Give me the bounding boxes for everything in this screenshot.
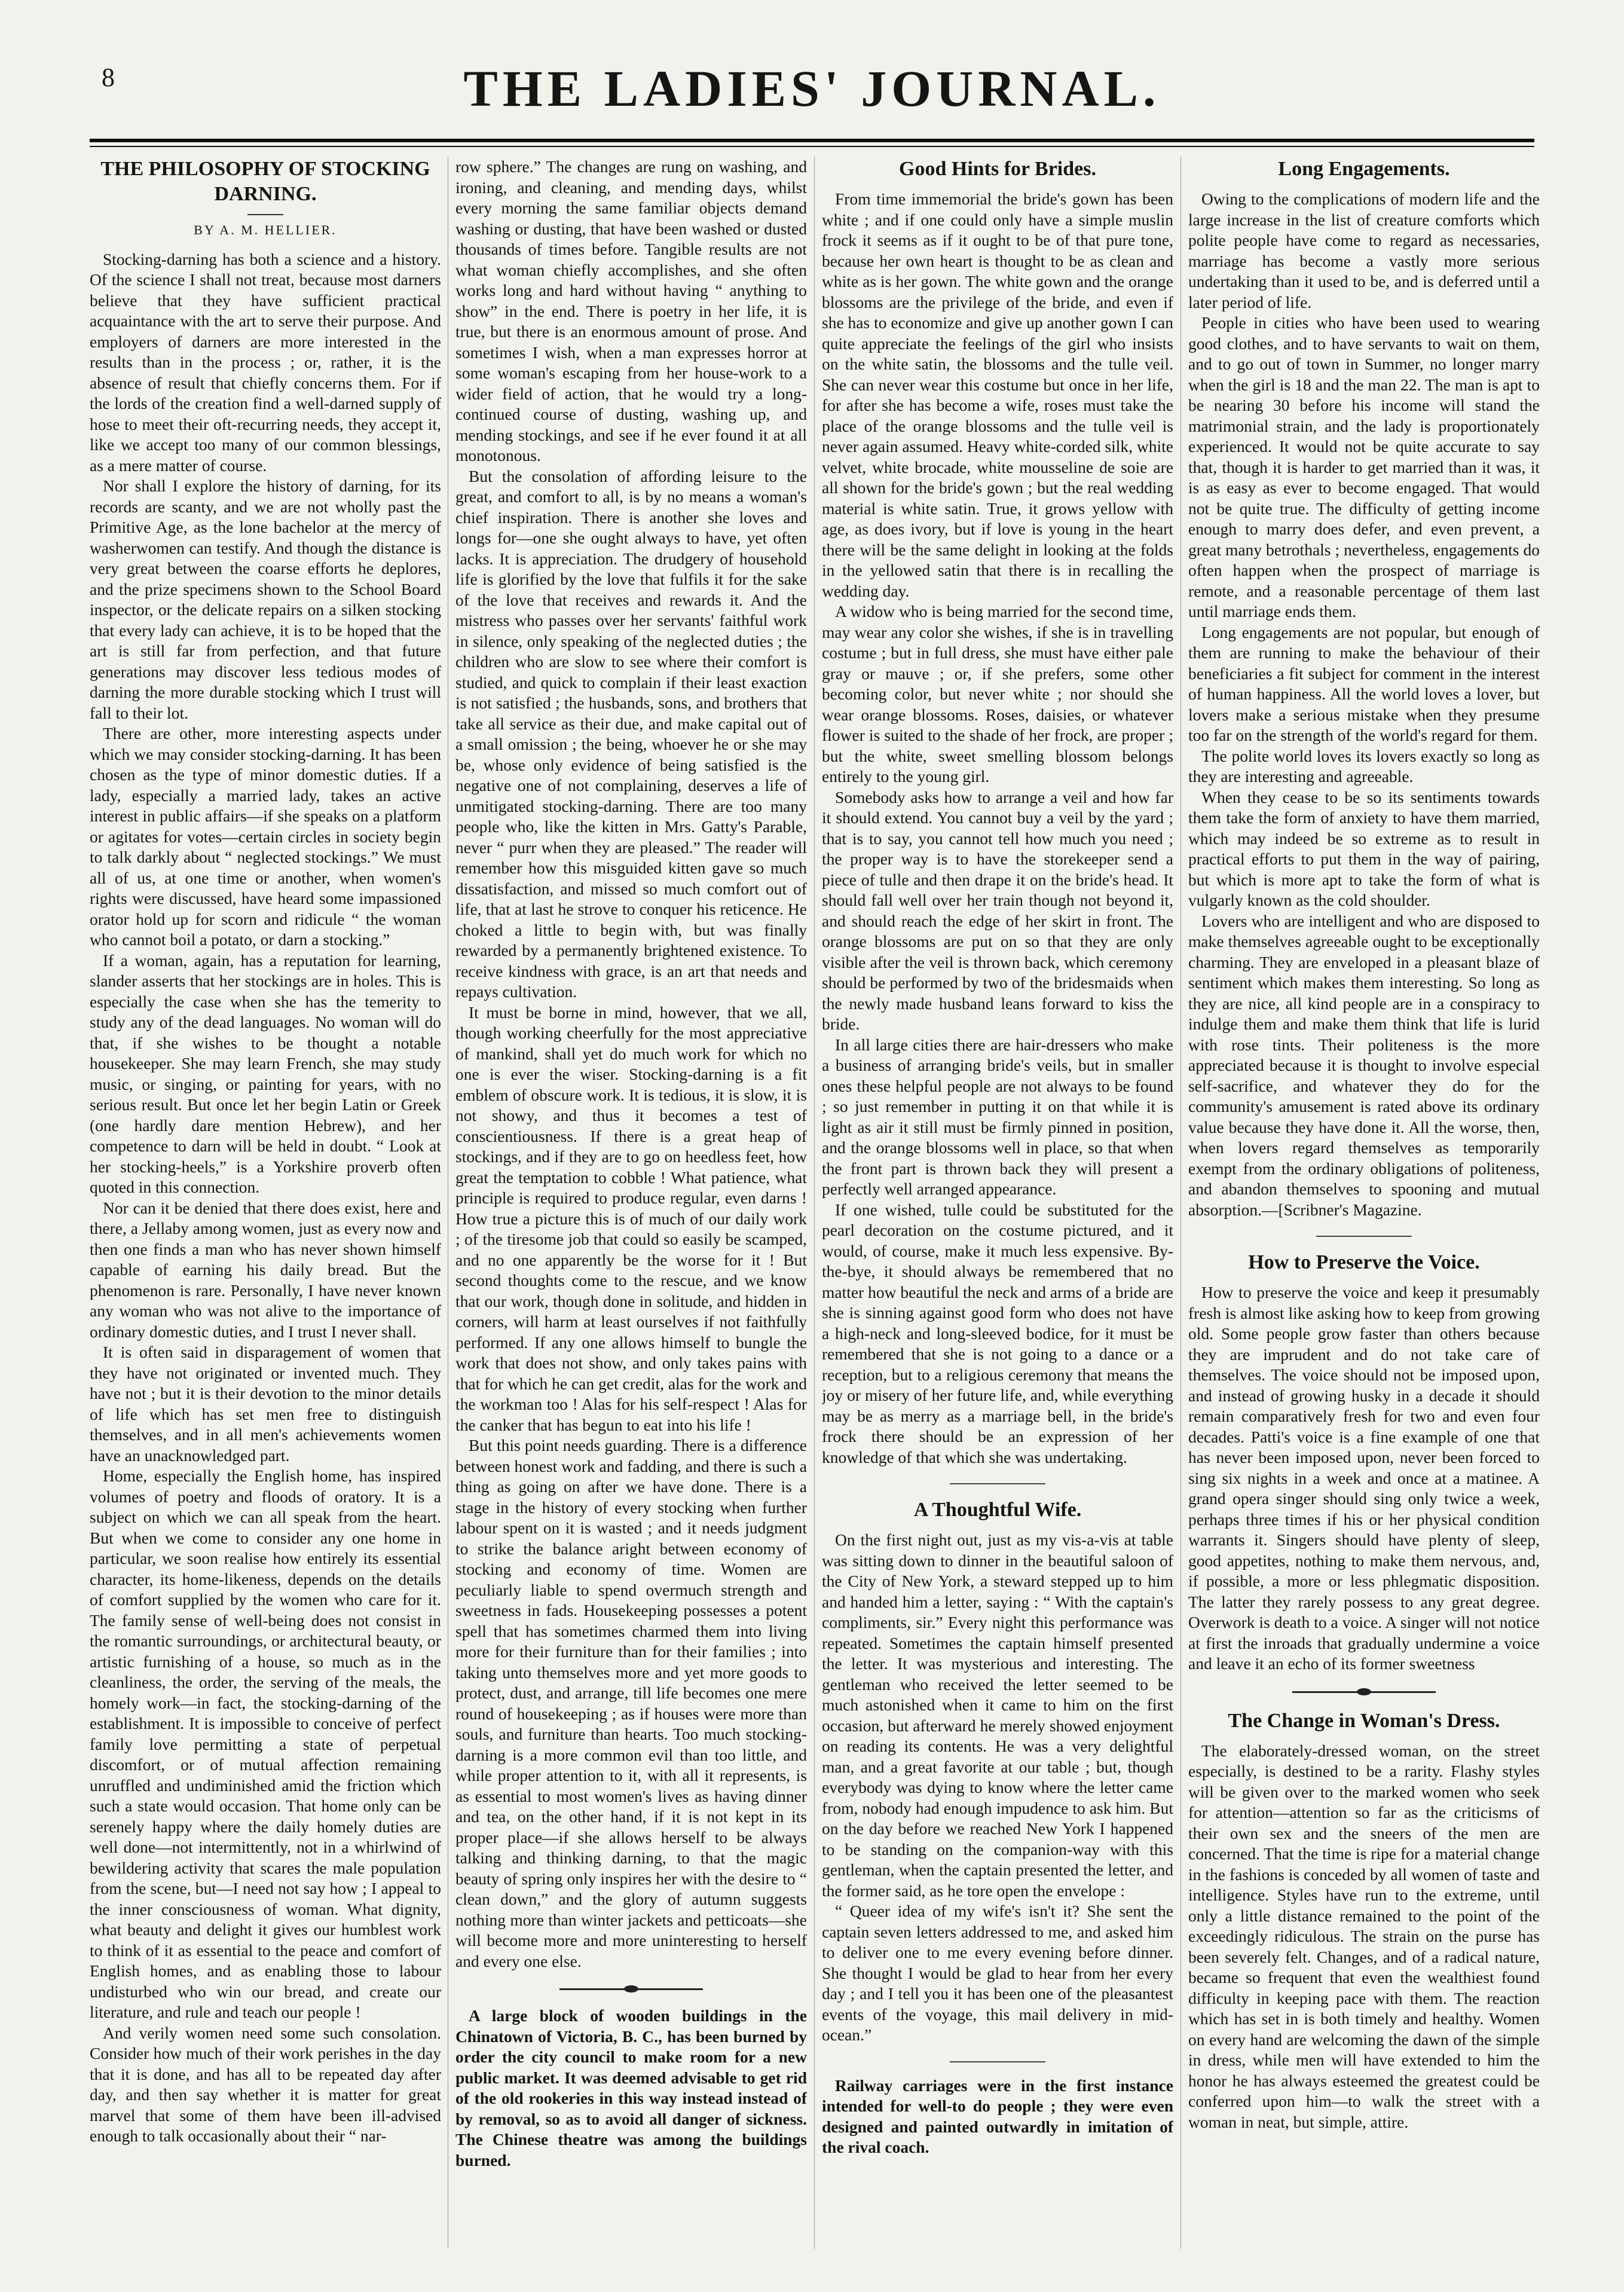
section-divider [950, 2061, 1045, 2062]
article-chinatown-fire [455, 2006, 807, 2171]
column-4 [1188, 157, 1540, 2255]
paragraph: It must be borne in mind, however, that we all, though working cheerfully for the most appreciative of mankind, shall yet do much work for which no one is ever the wiser. Stocking-darning is a fit emblem of obscure work. It is tedious, it is slow, it is not showy, and thus it becomes a test of conscientiousness. If there is a great heap of stockings, and if they are to go on heedless feet, how great the temptation to cobble ! What patience, what principle is required to produce regular, even darns ! How true a picture this is of much of our daily work ; of the tiresome job that could so easily be scamped, and no one apparently be the worse for it ! But second thoughts come to the rescue, and we know that our work, though done in solitude, and hidden in corners, will harm at least ourselves if not faithfully performed. If any one allows himself to bungle the work that does not show, and only takes pains with that for which he can get credit, alas for the work and the workman too ! Alas for his self-respect ! Alas for the canker that has begun to eat into his life ! [455, 1003, 807, 1434]
paragraph: And verily women need some such consolation. Consider how much of their work perishes in the day that it is done, and has all to be repeated day after day, and then say whether it is matter for great marvel that some of them have been ill-advised enough to talk occasionally about their “ nar- [90, 2023, 441, 2145]
paragraph: If a woman, again, has a reputation for learning, slander asserts that her stockings are in holes. This is especially the case when she has the temerity to study any of the dead languages. No woman will do that, if she wishes to be thought a notable housekeeper. She may learn French, she may study music, or singing, or painting for years, with no serious result. But once let her begin Latin or Greek (one hardly dare mention Hebrew), and her competence to darn will be held in doubt. “ Look at her stocking-heels,” is a Yorkshire proverb often quoted in this connection. [90, 951, 441, 1196]
paragraph: Nor shall I explore the history of darning, for its records are scanty, and we are not wholly past the Primitive Age, as the lone bachelor at the mercy of washerwomen can testify. And though the distance is very great between the coarse efforts he deplores, and the prize specimens shown to the School Board inspector, or the delicate repairs on a silken stocking that every lady can achieve, it is to be hoped that the art is still far from perfection, and that future generations may discover less tedious modes of darning the more durable stocking which I trust will fall to their lot. [90, 476, 441, 722]
paragraph: The polite world loves its lovers exactly so long as they are interesting and agreeable. [1188, 746, 1540, 786]
paragraph: Lovers who are intelligent and who are disposed to make themselves agreeable ought to be exceptionally charming. They are enveloped in a pleasant blaze of sentiment which makes them interesting. So long as they are nice, all kind people are in a conspiracy to indulge them and make them think that life is lurid with rose tints. Their politeness is the more appreciated because it is thought to involve especial self-sacrifice, and whatever they do for the community's amusement is rated above its ordinary value because they have done it. All the worse, then, when lovers regard themselves as temporarily exempt from the ordinary obligations of politeness, and abandon themselves to spooning and mutual absorption.—[Scribner's Magazine. [1188, 911, 1540, 1219]
paragraph: Home, especially the English home, has inspired volumes of poetry and floods of oratory. It is a subject on which we can all speak from the heart. But when we come to consider any one home in particular, we soon realise how entirely its essential character, its home-likeness, depends on the details of comfort supplied by the women who care for it. The family sense of well-being does not consist in the romantic surroundings, or architectural beauty, or artistic furnishing of a house, so much as in the cleanliness, the order, the serving of the meals, the homely work—in fact, the stocking-darning of the establishment. It is impossible to conceive of perfect family love permitting a state of perpetual discomfort, or of mutual affection remaining unruffled and undiminished amid the friction which such a state would occasion. That home only can be serenely happy where the daily homely duties are well done—not intermittently, not in a whirlwind of bewildering activity that scares the male population from the scene, but—I need not say how ; I appeal to the inner consciousness of woman. What dignity, what beauty and delight it gives our humblest work to think of it as essential to the peace and comfort of English homes, and as enabling those to labour undisturbed who win our bread, and create our literature, and rule and teach our people ! [90, 1466, 441, 2021]
article-headline: Long Engagements. [1278, 158, 1450, 180]
paragraph: When they cease to be so its sentiments towards them take the form of anxiety to have them married, which may indeed be so extreme as to result in practical efforts to put them in the way of pairing, but which is more apt to take the form of what is vulgarly known as the cold shoulder. [1188, 787, 1540, 909]
paragraph: People in cities who have been used to wearing good clothes, and to have servants to wait on them, and to go out of town in Summer, no longer marry when the girl is 18 and the man 22. The man is apt to be nearing 30 before his income will stand the matrimonial strain, and the lady is proportionately experienced. It would not be quite accurate to say that, though it is harder to get married than it was, it is as easy as ever to become engaged. That would not be quite true. The difficulty of getting income enough to marry does defer, and even prevent, a great many betrothals ; nevertheless, engagements do often happen when the prospect of marriage is remote, and a reasonable percentage of them last until marriage ends them. [1188, 313, 1540, 621]
paragraph: How to preserve the voice and keep it presumably fresh is almost like asking how to keep from growing old. Some people grow faster than others because they are imprudent and do not take care of themselves. The voice should not be imposed upon, and instead of growing husky in a decade it should remain comparatively fresh for two and even four decades. Patti's voice is a fine example of one that has never been imposed upon, never been forced to sing six nights in a week and once at a matinee. A grand opera singer should sing only twice a week, perhaps three times if his or her physical condition warrants it. Singers should have plenty of sleep, good appetites, nothing to make them nervous, and, if possible, a more or less phlegmatic disposition. The latter they rarely possess to any great degree. Overwork is death to a voice. A singer will not notice at first the inroads that gradually undermine a voice and leave it an echo of its former sweetness [1188, 1283, 1540, 1673]
newspaper-title: THE LADIES' JOURNAL. [463, 60, 1161, 117]
column-3 [822, 157, 1173, 2255]
paragraph: Somebody asks how to arrange a veil and how far it should extend. You cannot buy a veil by the yard ; that is to say, you cannot tell how much you need ; the proper way is to have the storekeeper send a piece of tulle and then drape it on the bride's head. It should fall well over her train though not beyond it, and should reach the edge of her skirt in front. The orange blossoms are put on so that they are only visible after the veil is thrown back, which ceremony should be performed by two of the bridesmaids when the newly made husband leans forward to kiss the bride. [822, 787, 1173, 1033]
article-railway-carriages [822, 2076, 1173, 2158]
paragraph: On the first night out, just as my vis-a-vis at table was sitting down to dinner in the beautiful saloon of the City of New York, a steward stepped up to him and handed him a letter, saying : “ With the captain's compliments, sir.” Every night this performance was repeated. Sometimes the captain himself presented the letter. It was mysterious and interesting. The gentleman who received the letter seemed to be much astonished when it came to him on the first occasion, but afterward he merely showed enjoyment on reading its contents. He was a very delightful man, and a great favorite at our table ; but, though everybody was dying to know where the letter came from, nobody had enough impudence to ask him. But on the day before we reached New York I happened to be standing on the companion-way with this gentleman, when the captain presented the letter, and the former said, as he tore open the envelope : [822, 1530, 1173, 1900]
article-preserve-voice [1188, 1250, 1540, 1674]
article-headline: Good Hints for Brides. [899, 158, 1096, 180]
article-headline: How to Preserve the Voice. [1248, 1251, 1480, 1273]
article-stocking-darning [90, 157, 441, 2147]
paragraph: row sphere.” The changes are rung on washing, and ironing, and cleaning, and mending days, whilst every morning the same familiar objects demand washing or dusting, that have been washed or dusted thousands of times before. Tangible results are not what woman chiefly accomplishes, and she often works long and hard without having “ anything to show” in the end. There is poetry in her life, it is true, but there is an enormous amount of prose. And sometimes I wish, when a man expresses horror at some woman's escaping from her house-work to a wider field of action, that he would try a long-continued course of dusting, washing up, and mending stockings, and see if he ever found it at all monotonous. [455, 157, 807, 464]
paragraph: But this point needs guarding. There is a difference between honest work and fadding, and there is such a thing as going on after we have done. There is a stage in the history of every stocking when further labour spent on it is wasted ; and it needs judgment to strike the balance aright between economy of stocking and economy of time. Women are peculiarly liable to spend overmuch strength and sweetness in fads. Housekeeping possesses a potent spell that has sometimes charmed them into living more for their furniture than for their families ; into taking unto themselves more and yet more goods to protect, dust, and arrange, till life becomes one mere round of housekeeping ; as if houses were more than souls, and furniture than hearts. Too much stocking-darning is a more common evil than too little, and while proper attention to it, with all it represents, is as essential to most women's lives as having dinner and tea, on the other hand, if it is not kept in its proper place—if she allows herself to be always talking and thinking darning, to that the magic beauty of spring only inspires her with the desire to “ clean down,” and the glory of autumn suggests nothing more than winter jackets and petticoats—she will become more and more uninteresting to herself and every one else. [455, 1436, 807, 1970]
article-stocking-darning-continued [455, 157, 807, 1972]
paragraph: But the consolation of affording leisure to the great, and comfort to all, is by no means a woman's chief inspiration. There is another she loves and longs for—one she ought always to have, yet often lacks. It is appreciation. The drudgery of household life is glorified by the love that fulfils it for the sake of the love that receives and rewards it. And the mistress who passes over her servants' faithful work in silence, only speaking of the neglected duties ; the children who are slow to see where their comfort is studied, and quick to complain if their least exaction is not satisfied ; the husbands, sons, and brothers that take all service as their due, and make capital out of a small omission ; the being, whoever he or she may be, whose only evidence of being satisfied is the negative one of not complaining, deserves a life of unmitigated stocking-darning. There are too many people who, like the kitten in Mrs. Gatty's Parable, never “ purr when they are pleased.” The reader will remember how this misguided kitten gave so much dissatisfaction, and missed so much comfort out of life, that at last he strove to conquer his reticence. He choked a little to begin with, but was finally rewarded by a permanently brightened existence. To receive kindness with grace, is an art that needs and repays cultivation. [455, 466, 807, 1001]
paragraph: It is often said in disparagement of women that they have not originated or invented much. They have not ; but it is their devotion to the minor details of life which has set men free to distinguish themselves, and in all men's achievements women have an unacknowledged part. [90, 1343, 441, 1465]
paragraph: Stocking-darning has both a science and a history. Of the science I shall not treat, because most darners believe that they have sufficient practical acquaintance with the art to serve their purpose. And employers of darners are more interested in the results than in the process ; or, rather, it is the absence of result that chiefly concerns them. For if the lords of the creation find a well-darned supply of hose to meet their oft-recurring needs, they accept it, like we accept too many of our common blessings, as a mere matter of course. [90, 249, 441, 475]
article-thoughtful-wife [822, 1498, 1173, 2046]
paragraph: There are other, more interesting aspects under which we may consider stocking-darning. It has been chosen as the type of minor domestic duties. If a lady, especially a married lady, takes an active interest in public affairs—if she speaks on a platform or agitates for votes—certain circles in society begin to talk darkly about “ neglected stockings.” We must all of us, at one time or another, when women's rights were discussed, have heard some impassioned orator hold up for scorn and ridicule “ the woman who cannot boil a potato, or darn a stocking.” [90, 724, 441, 949]
paragraph: A widow who is being married for the second time, may wear any color she wishes, if she is in travelling costume ; but in full dress, she must have either pale gray or mauve ; or, if she prefers, some other becoming color, but never white ; nor should she wear orange blossoms. Roses, daisies, or whatever flower is suited to the shade of her frock, are proper ; but the white, sweet smelling blossom belongs entirely to the young girl. [822, 602, 1173, 786]
masthead-rule-thick [90, 139, 1534, 142]
section-divider [1292, 1691, 1436, 1693]
paragraph: A large block of wooden buildings in the Chinatown of Victoria, B. C., has been burned by order the city council to make room for a new public market. It was deemed advisable to get rid of the old rookeries in this way instead instead of by removal, so as to avoid all danger of sickness. The Chinese theatre was among the buildings burned. [455, 2006, 807, 2169]
masthead-rule-thin [90, 146, 1534, 147]
page-number: 8 [102, 63, 115, 92]
column-2 [455, 157, 807, 2255]
article-byline: BY A. M. HELLIER. [194, 222, 337, 237]
section-divider [559, 1988, 703, 1990]
section-divider [1316, 1236, 1412, 1237]
masthead [90, 57, 1534, 135]
article-brides [822, 157, 1173, 1468]
paragraph: The elaborately-dressed woman, on the street especially, is destined to be a rarity. Flashy styles will be given over to the marked women who seek for attention—attention so far as the criticisms of their own sex and the sneers of the men are concerned. That the time is ripe for a material change in the fashions is conceded by all women of taste and intelligence. Styles have run to the extreme, until only a little distance remained to the point of the exceedingly ridiculous. The strain on the purse has been severely felt. Changes, and of a radical nature, became so frequent that even the wealthiest found difficulty in keeping pace with them. The reaction which has set in is both timely and healthy. Women on every hand are welcoming the dawn of the simple in dress, while men will have extended to him the honor he has always esteemed the greatest could be conferred upon him—to walk the street with a woman in neat, but simple, attire. [1188, 1741, 1540, 2131]
column-divider [814, 157, 815, 2249]
article-long-engagements [1188, 157, 1540, 1220]
paragraph: Railway carriages were in the first instance intended for well-to do people ; they were even designed and painted outwardly in imitation of the rival coach. [822, 2076, 1173, 2156]
paragraph: Long engagements are not popular, but enough of them are running to make the behaviour of their beneficiaries a fit subject for comment in the interest of human happiness. All the world loves a lover, but lovers make a serious mistake when they presume too far on the strength of the world's regard for them. [1188, 622, 1540, 744]
column-divider [1180, 157, 1181, 2249]
article-headline: The Change in Woman's Dress. [1228, 1709, 1500, 1732]
article-headline: THE PHILOSOPHY OF STOCKING DARNING. [100, 158, 430, 205]
section-divider [950, 1483, 1045, 1484]
paragraph: From time immemorial the bride's gown has been white ; and if one could only have a simple muslin frock it seems as if it ought to be of that pure tone, because her own heart is thought to be as clean and white as is her gown. The white gown and the orange blossoms are the privilege of the bride, and even if she has to economize and give up another gown I can quite appreciate the feelings of the girl who insists on the white satin, the blossoms and the tulle veil. She can never wear this costume but once in her life, for after she has become a wife, roses must take the place of the orange blossoms and the tulle veil is never again assumed. Heavy white-corded silk, white velvet, white brocade, white mousseline de soie are all shown for the bride's gown ; but the real wedding material is white satin. True, it grows yellow with age, as does ivory, but if love is young in the heart there will be the same delight in looking at the folds in the yellowed satin that there is in recalling the wedding day. [822, 190, 1173, 600]
paragraph: “ Queer idea of my wife's isn't it? She sent the captain seven letters addressed to me, and asked him to deliver one to me every evening before dinner. She thought I would be glad to hear from her every day ; and I tell you it has been one of the pleasantest events of the voyage, this mail delivery in mid-ocean.” [822, 1902, 1173, 2044]
paragraph: If one wished, tulle could be substituted for the pearl decoration on the costume pictured, and it would, of course, make it much less expensive. By-the-bye, it should always be remembered that no matter how beautiful the neck and arms of a bride are she is sinning against good form who does not have a high-neck and long-sleeved bodice, for it must be remembered that she is not going to a dance or a reception, but to a religious ceremony that means the joy or misery of her future life, and, while everything may be as merry as a marriage bell, in the bride's frock there should be an expression of her knowledge of that which she was undertaking. [822, 1200, 1173, 1466]
article-womans-dress [1188, 1709, 1540, 2133]
column-1 [90, 157, 441, 2255]
paragraph: In all large cities there are hair-dressers who make a business of arranging bride's veils, but in smaller ones these helpful people are not always to be found ; so just remember in putting it on that while it is light as air it still must be firmly pinned in position, and the orange blossoms well in place, so that when the front part is thrown back they will present a perfectly well arranged appearance. [822, 1035, 1173, 1198]
paragraph: Nor can it be denied that there does exist, here and there, a Jellaby among women, just as every now and then one finds a man who has never shown himself capable of earning his daily bread. But the phenomenon is rare. Personally, I have never known any woman who was not alive to the importance of ordinary domestic duties, and I trust I never shall. [90, 1198, 441, 1341]
paragraph: Owing to the complications of modern life and the large increase in the list of creature comforts which polite people have come to regard as necessaries, marriage has become a vastly more serious undertaking than it used to be, and is deferred until a later period of life. [1188, 190, 1540, 311]
article-headline: A Thoughtful Wife. [913, 1499, 1082, 1521]
byline-rule [247, 214, 283, 215]
